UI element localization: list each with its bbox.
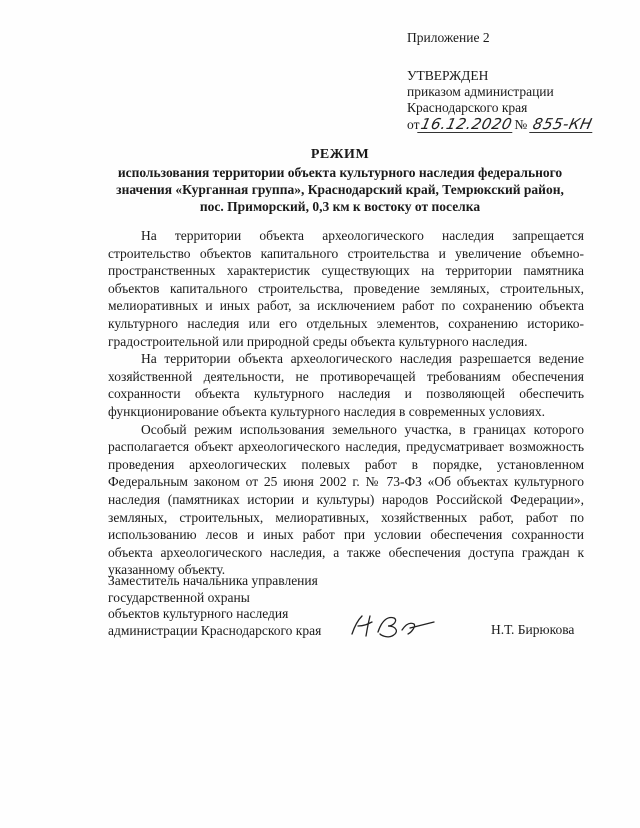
title-heading: РЕЖИМ	[310, 147, 370, 162]
signer-title-line-3: объектов культурного наследия	[108, 606, 289, 621]
paragraph-3: Особый режим использования земельного участка, в границах которого располагается объект археологического наследия, предусматривает возможность проведения археологических полевых работ в порядке, установленном Федеральным законом от 25 июня 2002 г. № 73-ФЗ «Об объектах культурного наследия (памятниках истории и культуры) народов Российской Федерации», земляных, строительных, мелиоративных, хозяйственных работ, работ по использованию лесов и иных работ при условии обеспечения сохранности объекта археологического наследия, а также обеспечения доступа граждан к указанному объекту.	[108, 421, 584, 578]
paragraph-1: На территории объекта археологического наследия запрещается строительство объектов капитального строительства и увеличение объемно-пространственных характеристик существующих на территории памятника объектов капитального строительства, проведение земляных, строительных, мелиоративных и иных работ, за исключением работ по сохранению объекта культурного наследия или его отдельных элементов, сохранению историко-градостроительной или природной среды объекта культурного наследия.	[108, 228, 584, 349]
title-line-3: пос. Приморский, 0,3 км к востоку от поселка	[199, 199, 481, 214]
approval-line-2: Краснодарского края	[407, 100, 528, 115]
document-body	[108, 227, 584, 579]
handwritten-number: 855-КН	[530, 115, 594, 133]
document-title	[95, 146, 585, 215]
handwritten-signature	[348, 612, 438, 640]
approved-label: УТВЕРЖДЕН	[407, 68, 489, 83]
approval-date-row	[407, 116, 607, 134]
title-line-1: использования территории объекта культурного наследия федерального	[117, 165, 563, 180]
paragraph-2: На территории объекта археологического наследия разрешается ведение хозяйственной деятельности, не противоречащей требованиям обеспечения сохранности объекта культурного наследия и позволяющей обеспечить функционирование объекта культурного наследия в современных условиях.	[108, 351, 584, 419]
approval-stamp	[407, 30, 607, 134]
signer-name: Н.Т. Бирюкова	[491, 622, 575, 637]
approval-line-1: приказом администрации	[407, 84, 554, 99]
signer-title-line-1: Заместитель начальника управления	[108, 573, 318, 588]
appendix-label: Приложение 2	[407, 30, 490, 45]
handwritten-date: 16.12.2020	[419, 115, 515, 133]
number-sign: №	[514, 117, 528, 132]
date-prefix: от	[407, 117, 420, 132]
title-line-2: значения «Курганная группа», Краснодарский край, Темрюкский район,	[116, 182, 564, 197]
signer-title-line-2: государственной охраны	[108, 589, 250, 605]
signer-title-line-4: администрации Краснодарского края	[108, 622, 322, 638]
